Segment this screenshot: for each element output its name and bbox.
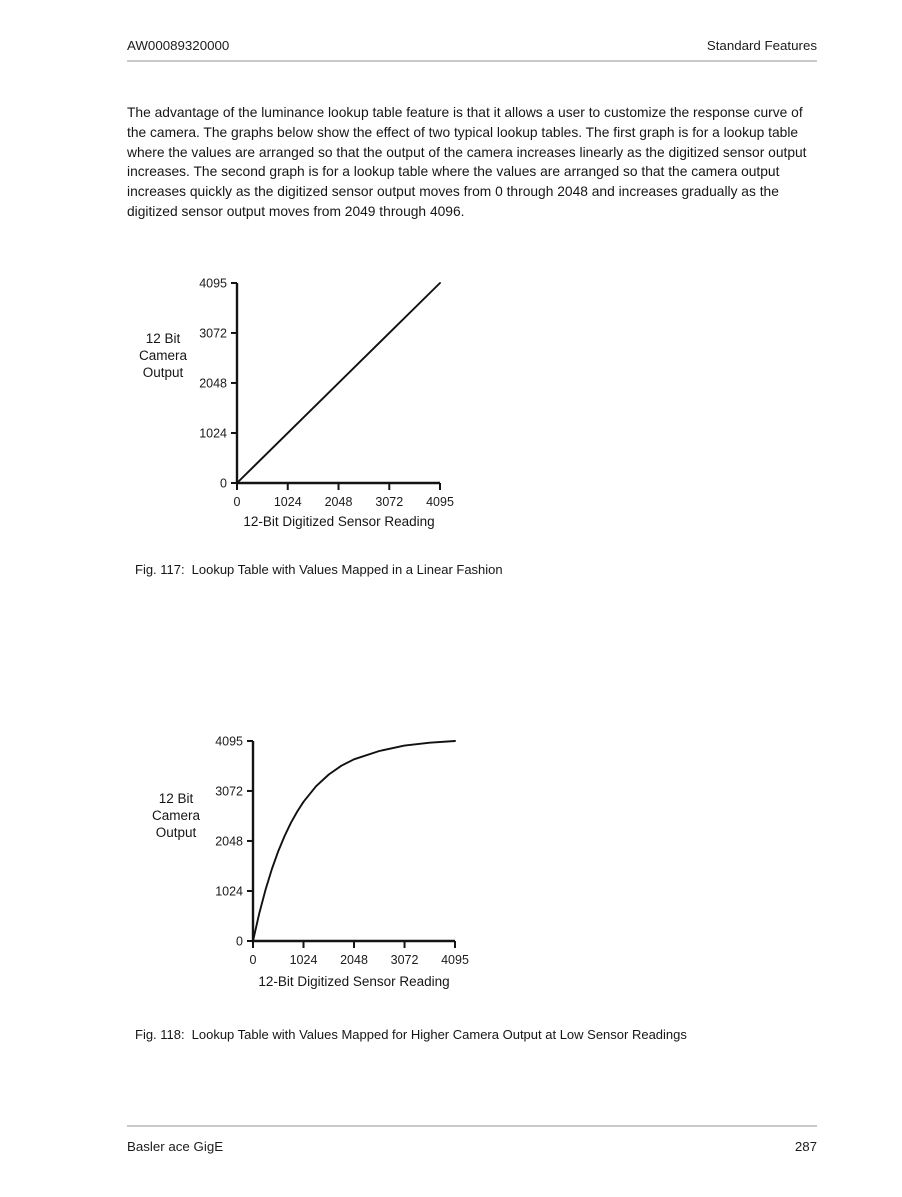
header-section-title: Standard Features	[706, 38, 817, 53]
y-tick-label: 1024	[199, 426, 227, 441]
header-divider	[127, 60, 817, 62]
x-tick-label: 3072	[390, 953, 419, 967]
x-tick-label: 0	[233, 495, 241, 509]
lut-response-line	[253, 741, 455, 941]
x-tick-label: 3072	[375, 495, 404, 509]
y-axis-title-line: 12 Bit	[145, 331, 181, 346]
footer-product-name: Basler ace GigE	[127, 1139, 224, 1154]
y-axis-title-line: Output	[142, 365, 184, 380]
y-axis-title-line: Camera	[151, 808, 200, 823]
page-header	[127, 38, 817, 53]
figure-number: Fig. 117:	[135, 562, 185, 577]
x-axis-title: 12-Bit Digitized Sensor Reading	[243, 514, 435, 529]
y-tick-label: 2048	[215, 834, 243, 849]
y-axis-title-line: Camera	[138, 348, 187, 363]
y-tick-label: 1024	[215, 884, 243, 899]
y-tick-label: 4095	[199, 276, 227, 291]
x-tick-label: 0	[249, 953, 257, 967]
footer-divider	[127, 1125, 817, 1127]
y-axis-title-line: Output	[155, 825, 197, 840]
lut-response-line	[237, 283, 440, 483]
linear-lut-chart-canvas	[120, 260, 500, 555]
figure-117-caption	[135, 562, 503, 577]
figure-caption-text: Lookup Table with Values Mapped for Higher Camera Output at Low Sensor Readings	[191, 1027, 687, 1042]
figure-117-linear-lut-chart	[120, 260, 500, 555]
x-tick-label: 4095	[426, 495, 454, 509]
body-paragraph: The advantage of the luminance lookup table feature is that it allows a user to customize the response curve of the camera. The graphs below show the effect of two typical lookup tables. The first graph is for a lookup table where the values are arranged so that the output of the camera increases linearly as the digitized sensor output increases. The second graph is for a lookup table where the values are arranged so that the camera output increases quickly as the digitized sensor output moves from 0 through 2048 and increases gradually as the digitized sensor output moves from 2049 through 4096.	[127, 105, 807, 219]
y-tick-label: 0	[220, 476, 227, 491]
y-tick-label: 4095	[215, 734, 243, 749]
y-tick-label: 3072	[215, 784, 243, 799]
page-footer	[127, 1139, 817, 1154]
figure-number: Fig. 118:	[135, 1027, 185, 1042]
y-axis-title-line: 12 Bit	[158, 791, 194, 806]
y-tick-label: 0	[236, 934, 243, 949]
x-tick-label: 4095	[441, 953, 469, 967]
curved-lut-chart-canvas	[120, 720, 500, 1015]
x-tick-label: 1024	[289, 953, 318, 967]
figure-118-caption	[135, 1027, 687, 1042]
y-tick-label: 3072	[199, 326, 227, 341]
y-tick-label: 2048	[199, 376, 227, 391]
figure-118-curved-lut-chart	[120, 720, 500, 1015]
x-tick-label: 1024	[273, 495, 302, 509]
x-axis-title: 12-Bit Digitized Sensor Reading	[258, 974, 450, 989]
x-tick-label: 2048	[340, 953, 368, 967]
figure-caption-text: Lookup Table with Values Mapped in a Linear Fashion	[191, 562, 503, 577]
header-doc-id: AW00089320000	[127, 38, 230, 53]
footer-page-number: 287	[794, 1139, 817, 1154]
x-tick-label: 2048	[324, 495, 353, 509]
